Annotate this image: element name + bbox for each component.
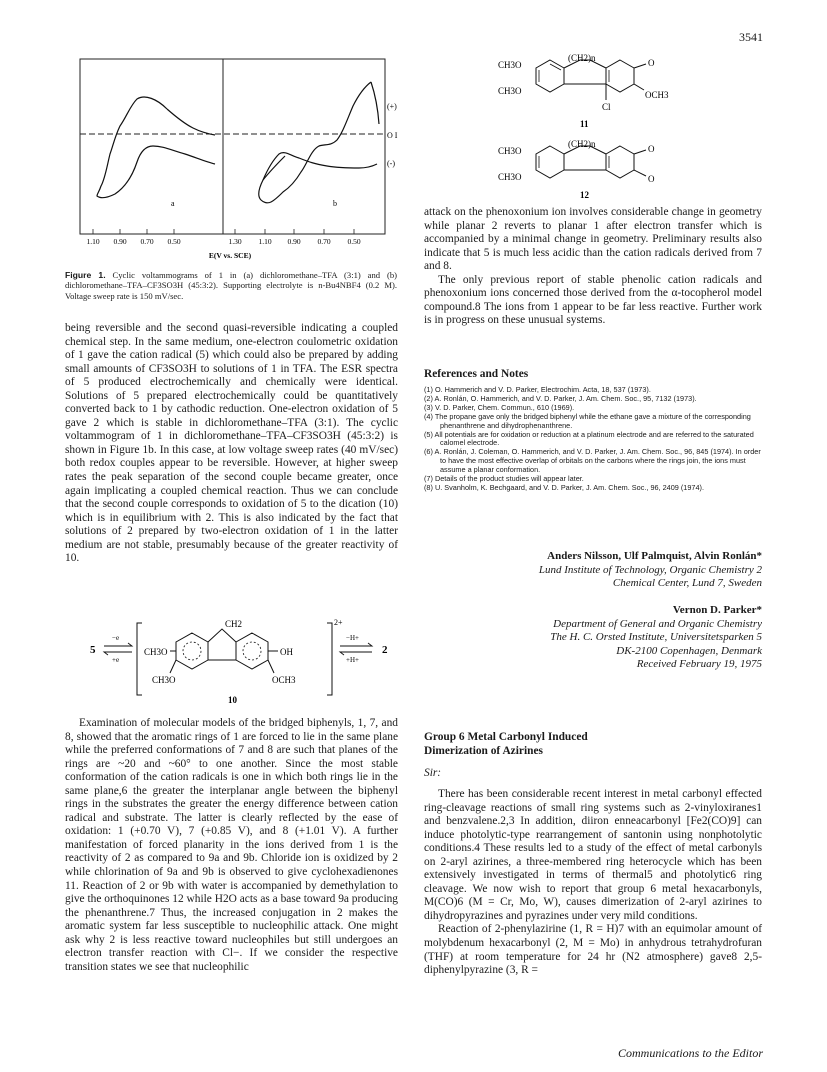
tick-b-2: 0.90 xyxy=(287,237,301,246)
svg-text:CH2: CH2 xyxy=(225,619,243,629)
structure-12 xyxy=(490,138,690,208)
panel-b-label: b xyxy=(333,199,337,208)
author-block-1 xyxy=(424,550,762,591)
svg-text:12: 12 xyxy=(580,190,589,200)
svg-text:+e: +e xyxy=(112,656,120,664)
left-paragraph-2: Examination of molecular models of the bridged biphenyls, 1, 7, and 8, showed that the aromatic rings of 1 are forced to lie in the same plane while the preferred conformations of 7 and 8 are such that planes of the rings are ~20 and ~60° to one another. Since the most stable conformation of the cation radicals is one in which both rings lie in the same plane,6 the greater the interplanar angle between the biphenyl rings in the substrates the greater the energy difference between cation radical and substrate. The latter is clearly reflected by the ease of oxidation: 1 (+0.70 V), 7 (+0.85 V), and 8 (+1.01 V). A further manifestation of forced planarity in the ions derived from 1 is the reactivity of 2 as compared to 9a and 9b. Chloride ion is oxidized by 2 while chlorination of 9a and 9b is observed to give cyclohexadienones 11. Reaction of 2 or 9b with water is accompanied by demethylation to give the orthoquinones 12 while H2O acts as a base toward 9a producing the phenanthrene.7 Thus, the increased conjugation in 2 makes the aromatic system far less susceptible to nucleophilic attack. One might ask why 2 is less reactive toward nucleophiles but still undergoes an electron transfer reaction with Cl−. If we consider the respective transition states we see that nucleophilic xyxy=(65,717,398,973)
svg-text:(CH2)n: (CH2)n xyxy=(568,139,596,149)
svg-text:−H+: −H+ xyxy=(346,634,359,642)
running-footer: Communications to the Editor xyxy=(618,1046,763,1060)
svg-text:Cl: Cl xyxy=(602,102,611,112)
svg-text:(CH2)n: (CH2)n xyxy=(568,53,596,63)
affiliation-2-line-2: The H. C. Orsted Institute, Universitetsparken 5 xyxy=(550,631,762,644)
affiliation-2-line-1: Department of General and Organic Chemistry xyxy=(553,617,762,630)
scheme-dication-10 xyxy=(82,615,402,707)
author-2: Vernon D. Parker* xyxy=(672,604,762,616)
tick-a-3: 0.50 xyxy=(167,237,181,246)
salutation: Sir: xyxy=(424,767,442,779)
svg-text:O: O xyxy=(648,58,655,68)
tick-b-0: 1.30 xyxy=(228,237,242,246)
voltammogram-curve-b xyxy=(259,82,377,203)
page-number: 3541 xyxy=(739,30,763,44)
affiliation-1-line-1: Lund Institute of Technology, Organic Chemistry 2 xyxy=(538,563,762,576)
tick-b-1: 1.10 xyxy=(258,237,272,246)
svg-text:CH3O: CH3O xyxy=(144,647,168,657)
svg-text:CH3O: CH3O xyxy=(498,86,522,96)
sign-zero: O I xyxy=(387,131,398,140)
tick-a-2: 0.70 xyxy=(140,237,154,246)
x-axis-label: E(V vs. SCE) xyxy=(208,251,252,260)
right-column xyxy=(424,206,762,328)
caption-label: Figure 1. xyxy=(65,270,106,280)
svg-text:−e: −e xyxy=(112,634,120,642)
right-paragraph-2: The only previous report of stable phenolic cation radicals and phenoxonium ions concerned those derived from the α-tocopherol model compound.8 The ions from 1 appear to be far less reactive. Further work is in progress on these unusual systems. xyxy=(424,273,762,327)
tick-a-1: 0.90 xyxy=(113,237,127,246)
svg-text:OCH3: OCH3 xyxy=(645,90,669,100)
reference-item: (8) U. Svanholm, K. Bechgaard, and V. D. Parker, J. Am. Chem. Soc., 96, 2409 (1974). xyxy=(424,482,704,492)
left-column xyxy=(65,322,398,566)
structure-11 xyxy=(490,52,690,132)
left-paragraph-1: being reversible and the second quasi-reversible indicating a coupled chemical step. In the same medium, one-electron coulometric oxidation of 1 gave the cation radical (5) which could also be prepared by adding small amounts of CF3SO3H to solutions of 1 in TFA. The ESR spectra of 5 produced electrochemically and chemically were identical. Solutions of 5 prepared electrochemically could be quantitatively converted back to 1 by cathodic reduction. One-electron oxidation of 5 gave 2 which is stable in dichloromethane–TFA (3:1). The cyclic voltammogram of 1 in dichloromethane–TFA–CF3SO3H (45:3:2) is shown in Figure 1b. In this case, at low voltage sweep rates (40 mV/sec) both redox couples appear to be reversible. However, at higher sweep rates the peak separation of the second couple became greater, once again implicating a coupled chemical reaction. Thus we can conclude that the second couple corresponds to oxidation of 5 to the dication (10) which is in equilibrium with 2. This is also indicated by the fact that solutions of 2 prepared by two-electron oxidation of 1 in the latter medium are not stable, presumably because of the greater reactivity of 10. xyxy=(65,322,398,565)
reference-item: (1) O. Hammerich and V. D. Parker, Electrochim. Acta, 18, 537 (1973). xyxy=(424,385,651,394)
panel-a-label: a xyxy=(171,199,175,208)
svg-text:11: 11 xyxy=(580,119,589,129)
tick-b-3: 0.70 xyxy=(317,237,331,246)
received-date: Received February 19, 1975 xyxy=(636,658,762,671)
reference-item: (5) All potentials are for oxidation or reduction at a platinum electrode and are referred to the saturated calomel electrode. xyxy=(424,429,754,448)
svg-text:OCH3: OCH3 xyxy=(272,675,296,685)
reference-item: (3) V. D. Parker, Chem. Commun., 610 (1969). xyxy=(424,403,575,412)
authors-1: Anders Nilsson, Ulf Palmquist, Alvin Ronlán* xyxy=(547,550,762,562)
reference-item: (2) A. Ronlán, O. Hammerich, and V. D. Parker, J. Am. Chem. Soc., 95, 7132 (1973). xyxy=(424,394,697,403)
svg-text:CH3O: CH3O xyxy=(498,146,522,156)
caption-text: Cyclic voltammograms of 1 in (a) dichloromethane–TFA (3:1) and (b) dichloromethane–TFA–CF3SO3H (45:3:2). Supporting electrolyte is n-Bu4NBF4 (0.2 M). Voltage sweep rate is 150 mV/sec. xyxy=(65,270,397,301)
article-2-paragraph-1: There has been considerable recent interest in metal carbonyl effected ring-cleavage reactions of small ring systems such as 2-vinyloxiranes1 and benzvalene.2,3 In addition, diiron enneacarbonyl [Fe2(CO)9] can induce photolytic-type rearrangement of santonin using nonphotolytic conditions.4 These results led to a study of the effect of metal carbonyls on 2-aryl azirines, a three-membered ring heterocycle which has been extensively investigated in terms of thermal5 and photolytic6 ring cleavage. We now wish to report that group 6 metal hexacarbonyls, M(CO)6 (M = Cr, Mo, W), causes dimerization of 2-aryl azirines to dihydropyrazines and pyrazines under very mild conditions. xyxy=(424,788,762,922)
svg-text:+H+: +H+ xyxy=(346,656,359,664)
svg-text:CH3O: CH3O xyxy=(498,60,522,70)
svg-text:2: 2 xyxy=(382,644,388,656)
reference-item: (6) A. Ronlán, J. Coleman, O. Hammerich, and V. D. Parker, J. Am. Chem. Soc., 96, 845 (1974). In order to have the most effective overlap of orbitals on the carbons where the rings join, the ions must assume a planar conformation. xyxy=(424,447,761,474)
svg-text:10: 10 xyxy=(228,695,237,705)
svg-text:OH: OH xyxy=(280,647,293,657)
article-2-paragraph-2: Reaction of 2-phenylazirine (1, R = H)7 with an equimolar amount of molybdenum hexacarbonyl (2, M = Mo) in anhydrous tetrahydrofuran (THF) at room temperature for 24 hr (N2 atmosphere) gave8 2,5-diphenylpyrazine (3, R = xyxy=(424,923,762,977)
right-paragraph-1: attack on the phenoxonium ion involves considerable change in geometry while planar 2 reverts to planar 1 after electron transfer which is accompanied by a minimal change in geometry. Preliminary results also indicate that 5 is much less acidic than the cation radicals derived from 7 and 8. xyxy=(424,206,762,273)
article-2-title-line-2: Dimerization of Azirines xyxy=(424,744,543,757)
author-block-2 xyxy=(424,604,762,672)
svg-text:2+: 2+ xyxy=(334,618,343,627)
voltammogram-curve-a xyxy=(97,97,215,198)
svg-text:O: O xyxy=(648,144,655,154)
sign-minus: (-) xyxy=(387,159,395,168)
svg-text:5: 5 xyxy=(90,644,96,656)
reference-item: (7) Details of the product studies will appear later. xyxy=(424,473,584,483)
article-2-title xyxy=(424,731,588,758)
article-2-title-line-1: Group 6 Metal Carbonyl Induced xyxy=(424,731,588,743)
figure-caption xyxy=(65,270,397,301)
references-list xyxy=(424,386,762,493)
svg-text:O: O xyxy=(648,174,655,184)
article-2-body xyxy=(424,788,762,978)
reference-item: (4) The propane gave only the bridged biphenyl while the ethane gave a mixture of the corresponding phenanthrene and dihydrophenanthrene. xyxy=(424,412,751,430)
svg-text:CH3O: CH3O xyxy=(498,172,522,182)
sign-plus: (+) xyxy=(387,102,397,111)
references-heading: References and Notes xyxy=(424,368,529,380)
tick-a-0: 1.10 xyxy=(86,237,100,246)
cyclic-voltammogram-figure xyxy=(75,54,405,262)
left-column-continued xyxy=(65,717,398,974)
tick-b-4: 0.50 xyxy=(347,237,361,246)
affiliation-2-line-3: DK-2100 Copenhagen, Denmark xyxy=(616,644,762,657)
svg-text:CH3O: CH3O xyxy=(152,675,176,685)
affiliation-1-line-2: Chemical Center, Lund 7, Sweden xyxy=(612,577,762,590)
